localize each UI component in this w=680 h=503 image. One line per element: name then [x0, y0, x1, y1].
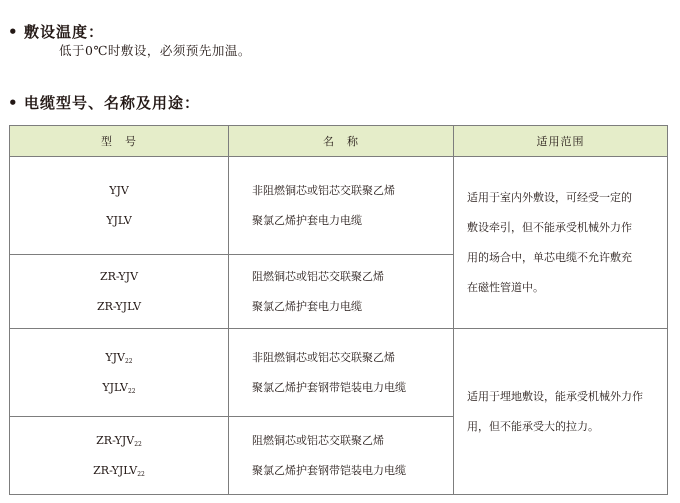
table-row — [10, 329, 668, 417]
section-heading-laying-temperature — [8, 21, 104, 42]
application-line: 在磁性管道中。 — [467, 280, 544, 294]
model-code: YJLV — [106, 213, 132, 227]
name-line: 聚氯乙烯护套电力电缆 — [252, 299, 362, 313]
application-line: 适用于室内外敷设，可经受一定的 — [467, 190, 632, 204]
name-cell — [229, 417, 454, 495]
heading-text: 电缆型号、名称及用途： — [24, 94, 201, 112]
model-cell — [10, 157, 229, 255]
model-code: $YJV_{22}$ — [105, 350, 133, 365]
heading-text: 敷设温度： — [24, 23, 105, 41]
model-code: $YJLV_{22}$ — [102, 380, 136, 395]
model-subscript: 22 — [134, 440, 142, 448]
application-cell — [454, 157, 668, 329]
model-cell — [10, 417, 229, 495]
model-subscript: 22 — [124, 357, 133, 365]
application-line: 敷设牵引，但不能承受机械外力作 — [467, 220, 632, 234]
table-header-row — [10, 126, 668, 157]
table-row — [10, 157, 668, 255]
name-cell — [229, 329, 454, 417]
model-code: $ZR-YJV_{22}$ — [96, 433, 142, 448]
name-line: 聚氯乙烯护套电力电缆 — [252, 213, 362, 227]
name-cell — [229, 157, 454, 255]
model-subscript: 22 — [137, 470, 145, 478]
name-line: 聚氯乙烯护套钢带铠装电力电缆 — [252, 380, 406, 394]
application-cell — [454, 329, 668, 495]
model-code: $ZR-YJLV_{22}$ — [93, 463, 145, 478]
laying-temperature-note: 低于0℃时敷设，必须预先加温。 — [59, 43, 251, 58]
header-name: 名 称 — [229, 126, 454, 157]
model-code: ZR-YJV — [99, 269, 139, 283]
bullet: • — [8, 94, 19, 112]
section-heading-cable-types — [8, 92, 200, 113]
header-model: 型 号 — [10, 126, 229, 157]
header-application: 适用范围 — [454, 126, 668, 157]
name-line: 聚氯乙烯护套钢带铠装电力电缆 — [252, 463, 406, 477]
bullet: • — [8, 23, 19, 41]
name-line: 阻燃铜芯或铝芯交联聚乙烯 — [252, 269, 384, 283]
model-cell — [10, 329, 229, 417]
name-line: 阻燃铜芯或铝芯交联聚乙烯 — [252, 433, 384, 447]
name-cell — [229, 255, 454, 329]
name-line: 非阻燃铜芯或铝芯交联聚乙烯 — [252, 183, 395, 197]
model-code: YJV — [109, 183, 129, 197]
model-subscript: 22 — [127, 387, 136, 395]
model-cell — [10, 255, 229, 329]
cable-spec-table — [9, 125, 668, 495]
application-line: 用，但不能承受大的拉力。 — [467, 419, 599, 433]
application-line: 用的场合中，单芯电缆不允许敷充 — [467, 250, 632, 264]
name-line: 非阻燃铜芯或铝芯交联聚乙烯 — [252, 350, 395, 364]
application-line: 适用于埋地敷设，能承受机械外力作 — [467, 389, 643, 403]
model-code: ZR-YJLV — [96, 299, 142, 313]
